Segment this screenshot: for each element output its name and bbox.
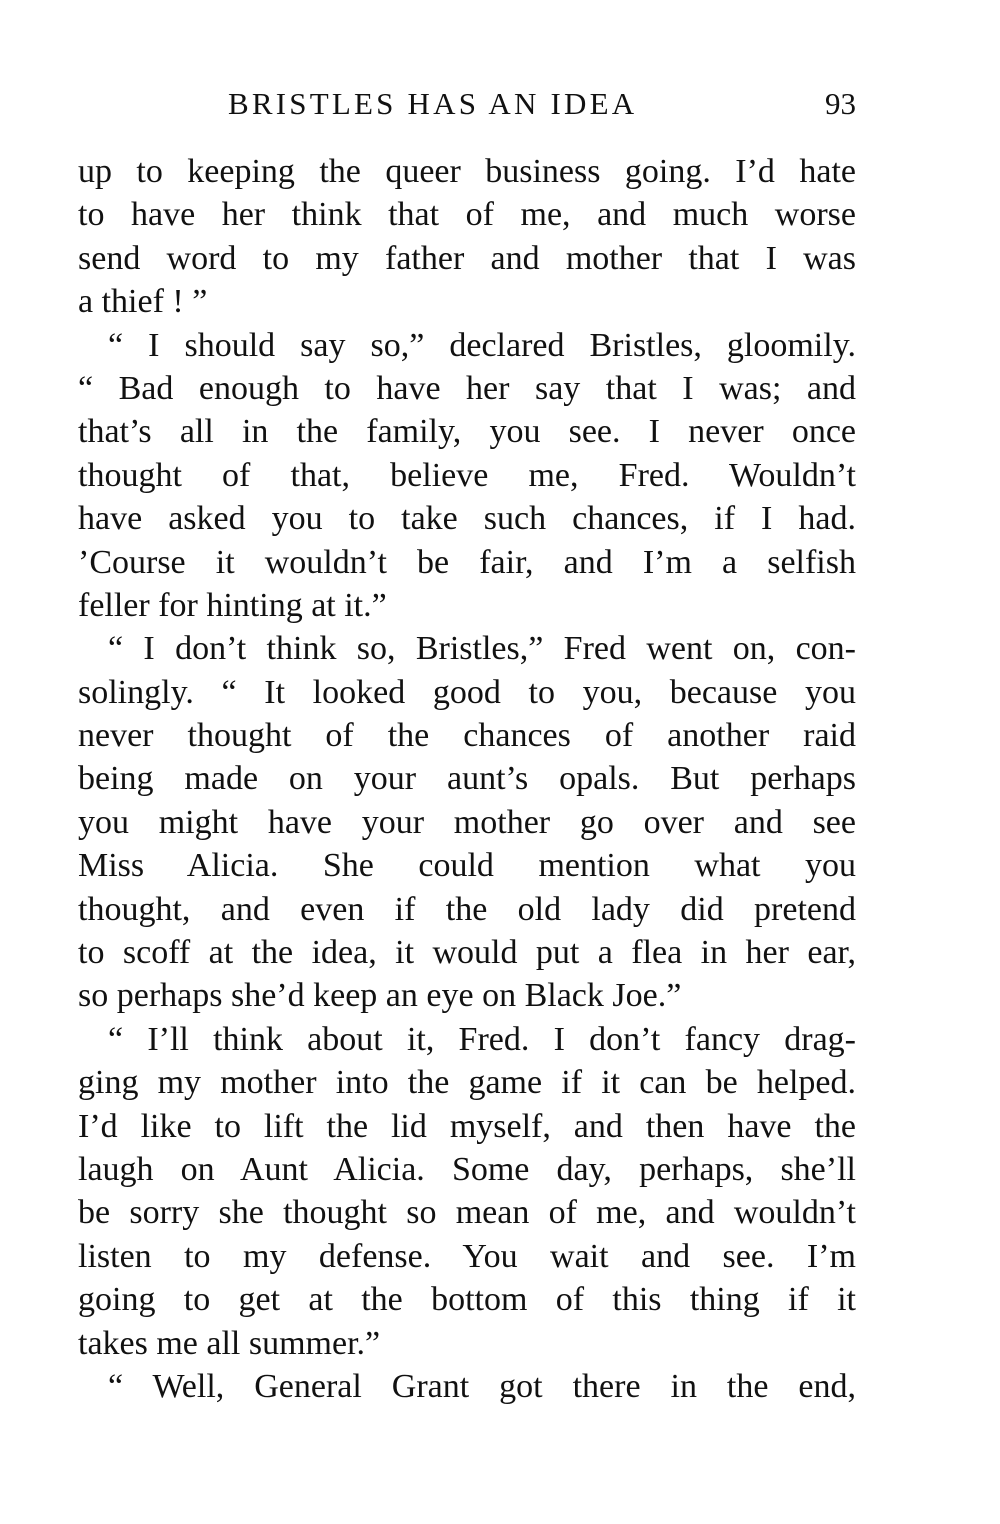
text-line: that’s all in the family, you see. I never once [78, 413, 856, 451]
text-line: “ I don’t think so, Bristles,” Fred went on, con- [108, 630, 856, 668]
running-head [78, 82, 856, 126]
text-line: solingly. “ It looked good to you, because you [78, 673, 856, 711]
text-line: “ Bad enough to have her say that I was; and [78, 369, 856, 407]
text-line: send word to my father and mother that I was [78, 239, 856, 277]
text-line: “ Well, General Grant got there in the end, [108, 1367, 856, 1405]
text-line: you might have your mother go over and see [78, 803, 856, 841]
text-line: a thief ! ” [78, 283, 208, 321]
text-line: laugh on Aunt Alicia. Some day, perhaps, she’ll [78, 1150, 856, 1188]
text-line: thought, and even if the old lady did pretend [78, 890, 856, 928]
text-line: thought of that, believe me, Fred. Wouldn’t [78, 456, 856, 494]
text-line: listen to my defense. You wait and see. I’m [78, 1237, 856, 1275]
text-line: be sorry she thought so mean of me, and wouldn’t [78, 1194, 856, 1232]
text-line: ging my mother into the game if it can be helped. [78, 1064, 856, 1102]
running-title: BRISTLES HAS AN IDEA [228, 86, 638, 121]
text-line: have asked you to take such chances, if I had. [78, 500, 856, 538]
text-line: feller for hinting at it.” [78, 586, 387, 624]
text-line: I’d like to lift the lid myself, and then have the [78, 1107, 856, 1145]
text-line: to have her think that of me, and much worse [78, 196, 856, 234]
body-text [78, 150, 856, 1408]
text-line: to scoff at the idea, it would put a flea in her ear, [78, 934, 856, 972]
text-line: “ I’ll think about it, Fred. I don’t fancy drag- [108, 1020, 856, 1058]
text-line: so perhaps she’d keep an eye on Black Joe.” [78, 977, 682, 1015]
text-line: Miss Alicia. She could mention what you [78, 847, 856, 885]
text-line: never thought of the chances of another raid [78, 717, 856, 755]
text-line: up to keeping the queer business going. I’d hate [78, 153, 856, 190]
text-line: going to get at the bottom of this thing if it [78, 1281, 856, 1319]
text-line: takes me all summer.” [78, 1324, 381, 1362]
text-line: ’Course it wouldn’t be fair, and I’m a selfish [78, 543, 856, 581]
text-line: “ I should say so,” declared Bristles, gloomily. [108, 326, 856, 364]
text-line: being made on your aunt’s opals. But perhaps [78, 760, 856, 798]
page-number: 93 [825, 86, 856, 121]
